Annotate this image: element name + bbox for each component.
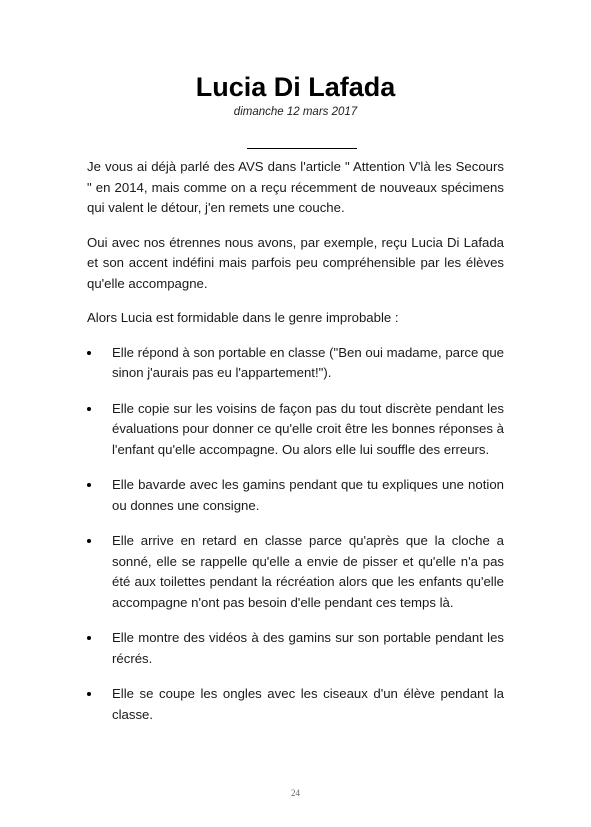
list-item [87,628,504,669]
list-item-text: Elle répond à son portable en classe ("Ben oui madame, parce que sinon j'aurais pas eu l'appartement!"). [112,344,504,380]
document-title: Lucia Di Lafada [195,72,396,102]
bullet-icon [87,692,91,696]
list-item-text: Elle arrive en retard en classe parce qu'après que la cloche a sonné, elle se rappelle qu'elle a envie de pisser et qu'elle n'a pas été aux toilettes pendant la récréation alors que les enfants qu'elle accompagne n'ont pas besoin d'elle pendant ces temps là. [112,533,504,610]
bullet-icon [87,636,91,640]
paragraph: Alors Lucia est formidable dans le genre improbable : [87,310,399,325]
bullet-icon [87,407,91,411]
document-body [87,157,504,740]
title-divider [247,148,357,149]
list-item [87,684,504,725]
paragraph: Oui avec nos étrennes nous avons, par exemple, reçu Lucia Di Lafada et son accent indéfini mais parfois peu compréhensible par les élèves qu'elle accompagne. [87,234,504,291]
list-item-text: Elle montre des vidéos à des gamins sur son portable pendant les récrés. [112,630,504,666]
list-item [87,399,504,461]
list-item [87,531,504,613]
list-item-text: Elle bavarde avec les gamins pendant que tu expliques une notion ou donnes une consigne. [112,477,504,513]
bullet-icon [87,351,91,355]
page-number: 24 [291,788,300,798]
list-item-text: Elle se coupe les ongles avec les ciseaux d'un élève pendant la classe. [112,686,504,722]
bullet-icon [87,483,91,487]
bullet-icon [87,539,91,543]
bullet-list [87,343,504,726]
list-item [87,343,504,384]
list-item [87,475,504,516]
paragraph: Je vous ai déjà parlé des AVS dans l'article " Attention V'là les Secours " en 2014, mais comme on a reçu récemment de nouveaux spécimens qui valent le détour, j'en remets une couche. [87,159,504,215]
list-item-text: Elle copie sur les voisins de façon pas du tout discrète pendant les évaluations pour donner ce qu'elle croit être les bonnes réponses à l'enfant qu'elle accompagne. Ou alors elle lui souffle des erreurs. [112,400,504,457]
document-date: dimanche 12 mars 2017 [233,106,358,118]
